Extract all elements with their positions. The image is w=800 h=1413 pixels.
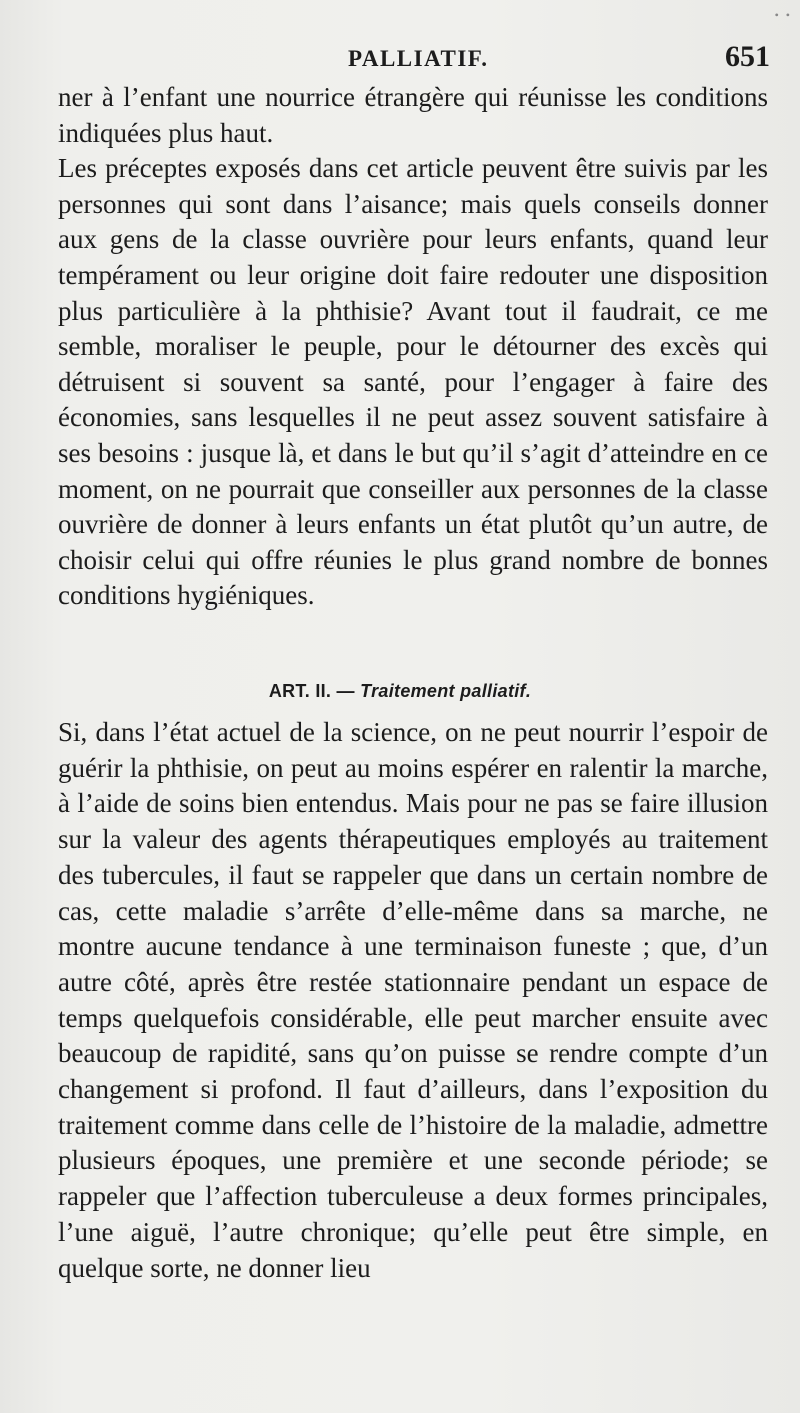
paragraph: Si, dans l’état actuel de la science, on ne peut nourrir l’espoir de guérir la phthisie, on peut au moins espérer en ralentir la marche, à l’aide de soins bien entendus. Mais pour ne pas se faire illusion sur la valeur des agents thérapeutiques employés au traitement des tubercules, il faut se rappeler que dans un certain nombre de cas, cette maladie s’arrête d’elle-même dans sa marche, ne montre aucune tendance à une terminaison funeste ; que, d’un autre côté, après être restée stationnaire pendant un espace de temps quelquefois considérable, elle peut marcher ensuite avec beaucoup de rapidité, sans qu’on puisse se rendre compte d’un changement si profond. Il faut d’ailleurs, dans l’exposition du traitement comme dans celle de l’histoire de la maladie, admettre plusieurs époques, une première et une seconde période; se rappeler que l’affection tuberculeuse a deux formes principales, l’une aiguë, l’autre chronique; qu’elle peut être simple, en quelque sorte, ne donner lieu (58, 717, 768, 1283)
paragraph-continued: ner à l’enfant une nourrice étrangère qui réunisse les conditions indiquées plus haut. (58, 82, 768, 148)
corner-mark: • • (774, 8, 792, 22)
section-heading (0, 681, 800, 702)
body-text-bottom (58, 715, 768, 1286)
body-text-top (58, 80, 768, 614)
running-head (0, 30, 800, 80)
page-number: 651 (725, 40, 770, 73)
running-head-title: PALLIATIF. (348, 46, 489, 71)
paragraph: Les préceptes exposés dans cet article peuvent être suivis par les personnes qui sont dans l’aisance; mais quels conseils donner aux gens de la classe ouvrière pour leurs enfants, quand leur tempérament ou leur origine doit faire redouter une disposition plus particulière à la phthisie? Avant tout il faudrait, ce me semble, moraliser le peuple, pour le détourner des excès qui détruisent si souvent sa santé, pour l’engager à faire des économies, sans lesquelles il ne peut assez souvent satisfaire à ses besoins : jusque là, et dans le but qu’il s’agit d’atteindre en ce moment, on ne pourrait que conseiller aux personnes de la classe ouvrière de donner à leurs enfants un état plutôt qu’un autre, de choisir celui qui offre réunies le plus grand nombre de bonnes conditions hygiéniques. (58, 153, 768, 611)
section-title: Traitement palliatif. (360, 681, 532, 701)
section-label: ART. II. — (268, 681, 361, 701)
